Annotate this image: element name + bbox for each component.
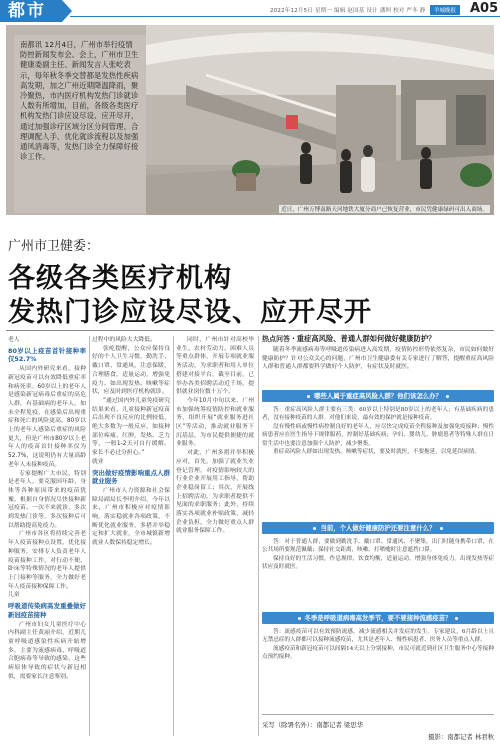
subsection-heading: 突出做好疫情影响重点人群就业服务 [92,468,170,486]
answer-paragraph: 重症高风险人群如出现发热、咳嗽等症状，要及时就医，不要拖延，以免延误病情。 [273,449,480,456]
subsection-kicker: 就业 [92,458,104,465]
lead-summary-text: 南都讯 12月4日，广州市举行疫情防控新闻发布会。会上，广州市卫生健康委副主任、新闻发言人张屹表示，每年秋冬季交替都是发热性疾病高发期，加之广州近期降温降雨，聚冷聚热，市内医疗机构发热门诊就诊人数有所增加，目前，各级各类医疗机构发热门诊应设尽设、应开尽开，通过加强诊疗区域分区分间管理、合理调配人手、优化就诊流程以及加强通风消毒等，发热门诊全力保障好接诊工作。 [20,40,139,162]
headline-kicker: 广州市卫健委： [8,239,100,254]
headline-line-1: 各级各类医疗机构 [8,263,232,294]
paragraph: 专家提醒广大市民，特别是老年人，要克服因年龄、身体等各种原因带来的疫苗犹豫，根据自身情况尽快接种新冠疫苗。一次不来就诊，多次到发热门诊等，多次接种后可以帮助提高免疫力。 [8,470,86,529]
paragraph: 同时，广州市针对高校毕业生、农村劳动力、困难人员等重点群体，开展专项就业服务活动，为求职者和用人单位搭建对接平台，截至目前，已举办各类招聘活动近千场，提供就业岗位数十万个。 [176,337,254,396]
masthead-edition: 羊城晚报 [430,5,460,15]
byline-photographer: 摄影：南都记者 林君秋 [428,733,494,741]
sidebar-title: · 重症高风险、普通人群如何做好健康防护？ [292,334,435,344]
answer-paragraph: 答：流感疫苗可以有效预防流感，减少流感相关并发症的发生。专家建议，6月龄以上且无禁忌症的人群都可以接种流感疫苗，尤其是老年人、慢性病患者、医务人员等重点人群。 [262,629,494,644]
photo-caption: 近日，广州万博南路天河地铁大厦分商户已恢复营业，市民凭健康绿码可出入商场。 [281,207,488,213]
paragraph: 过程中的风险大大降低。 [92,337,156,343]
paragraph: 张屹提醒，公众应保持良好的个人卫生习惯，勤洗手、戴口罩、常通风，注意保暖，合理膳食，适量运动，增强免疫力。如出现发热、咳嗽等症状，应及时到医疗机构就诊。 [92,345,170,396]
section-tab: 都市 [0,0,62,22]
masthead [0,0,500,22]
column-divider [258,336,259,736]
paragraph: 对此，广州多措并举积极应对，首先，加强了就业失业登记管理，对疫情影响较大的行业企业开展用工指导，帮助企业稳岗留工；其次，开展线上招聘活动，为求职者提供不见面的求职服务；此外，持续落实各项就业补贴政策，减轻企业负担，全力做好重点人群就业服务保障工作。 [176,450,254,535]
byline-rule [262,714,494,715]
qa-sidebar [262,334,494,744]
answer-paragraph: 没有慢性病或慢性病控制良好的老年人，应尽快完成疫苗全程接种及加强免疫接种；慢性病患者应在医生指导下规律服药，控制好基础疾病；孕妇、婴幼儿、肿瘤患者等特殊人群在日常生活中也要注意加强个人防护，减少聚集。 [262,423,494,447]
column-divider [173,336,174,736]
headline-line-2: 发热门诊应设尽设、应开尽开 [8,297,372,328]
headline-rule [6,330,494,331]
lead-summary-box [14,35,146,213]
page-number: A05 [470,1,499,16]
masthead-info: 2022年12月5日 星期一 编辑 赵国基 设计 潘圳 校对 严冬 静 [270,8,426,14]
sidebar-lead: 随着冬季流感病毒等呼吸道传染病进入高发期，疫情防控形势依然复杂，市民如何做好健康防护？针对公众关心的问题，广州市卫生健康委有关专家进行了解答，提醒重症高风险人群和普通人群都要科学做好个人防护，有症状及时就医。 [262,347,494,371]
masthead-rule [70,16,500,17]
paragraph: 广州市各区将持续完善老年人疫苗接种点设置，优化接种服务，安排专人负责老年人疫苗接种工作，对行动不便、卧床等特殊情况的老年人提供上门接种等服务，全力做好老年人疫苗接种保障工作。 [8,531,86,590]
article-column-1 [8,336,86,736]
article-column-2 [92,336,170,736]
column-divider [89,336,90,736]
subsection-heading: 80岁以上疫苗首针接种率仅52.7% [8,346,86,364]
paragraph: 广州市妇女儿童医疗中心内科副主任黄丽介绍，近期儿童呼吸道感染性疾病开始增多，主要为流感病毒、呼吸道合胞病毒等导致的感染，这些病原体导致的症状与新冠相似，需要家长注意鉴别。 [8,621,86,680]
paragraph: 广州市人力资源和社会保障局副局长李明介绍，今年以来，广州市积极应对疫情影响，落实稳就业各项政策，不断优化就业服务，多措并举稳定和扩大就业，全市城镇新增就业人数保持稳定增长。 [92,487,170,547]
subsection-heading: 呼吸道传染病高发重叠做好新冠疫苗接种 [8,602,86,619]
question-bar-1: 哪些人属于重症高风险人群？他们该怎么办？ [262,390,494,402]
hero-photo-block [6,25,494,215]
answer-block-3 [262,628,494,662]
paragraph: 从国内外研究来看，接种新冠疫苗可以有效降低重症率和病死率。60岁以上的老年人是感染新冠病毒后重症的高危人群，有基础病的老年人，如未全程免疫，在感染后出现重症和死亡的风险更高。80岁以上的老年人感染后重症的风险更大，但是广州市80岁以上老年人的疫苗首针接种率仅为52.7%，这说明仍有大量高龄老年人未接种疫苗。 [8,366,86,468]
byline-writer: 采写（除署名外）：南都记者 梁思华 [262,721,364,729]
article-column-3 [176,336,254,736]
answer-paragraph: 流感疫苗和新冠疫苗可以间隔14天以上分别接种，市民可就近到社区卫生服务中心等接种点预约接种。 [262,645,494,661]
subsection-kicker: 老人 [8,337,20,343]
subsection-kicker: 儿童 [8,592,20,599]
answer-paragraph: 答：对于普通人群，要做到勤洗手、戴口罩、常通风、不聚集，出门时随身携带口罩，在公共场所要规范佩戴；保持社交距离，咳嗽、打喷嚏时注意遮挡口鼻。 [262,539,494,554]
paragraph: “通过国内外儿童免疫研究结果来看，儿童接种新冠疫苗后出现不良反应的比例较低，绝大多数为一般反应，如接种部位疼痛、红肿，发热、乏力等，一般1-2天可自行缓解。家长不必过分担心。” [92,397,170,457]
paragraph: 今年10月中旬以来，广州市加强统筹疫情防控和就业服务，组织开展“就业服务进社区”等活动，推动就业服务下沉基层，为市民提供便捷的就业服务。 [176,397,254,448]
answer-paragraph: 保持良好的生活习惯，作息规律，饮食均衡，适量运动，增强身体免疫力。出现发热等症状应及时就医。 [262,555,494,571]
answer-block-1 [262,406,494,456]
answer-paragraph: 答：重症高风险人群主要有三类：60岁以上特别是80岁以上的老年人；有基础疾病的患者，没有接种疫苗的人群。对他们来说，最有效的保护就是接种疫苗。 [262,407,494,422]
sidebar-label: 热点问答 [262,335,290,343]
question-bar-2: 当前，个人做好健康防护还要注意什么？ [262,522,494,534]
question-bar-3: 冬季是呼吸道病毒高发季节，要不要接种流感疫苗？ [262,612,494,624]
answer-block-2 [262,538,494,572]
